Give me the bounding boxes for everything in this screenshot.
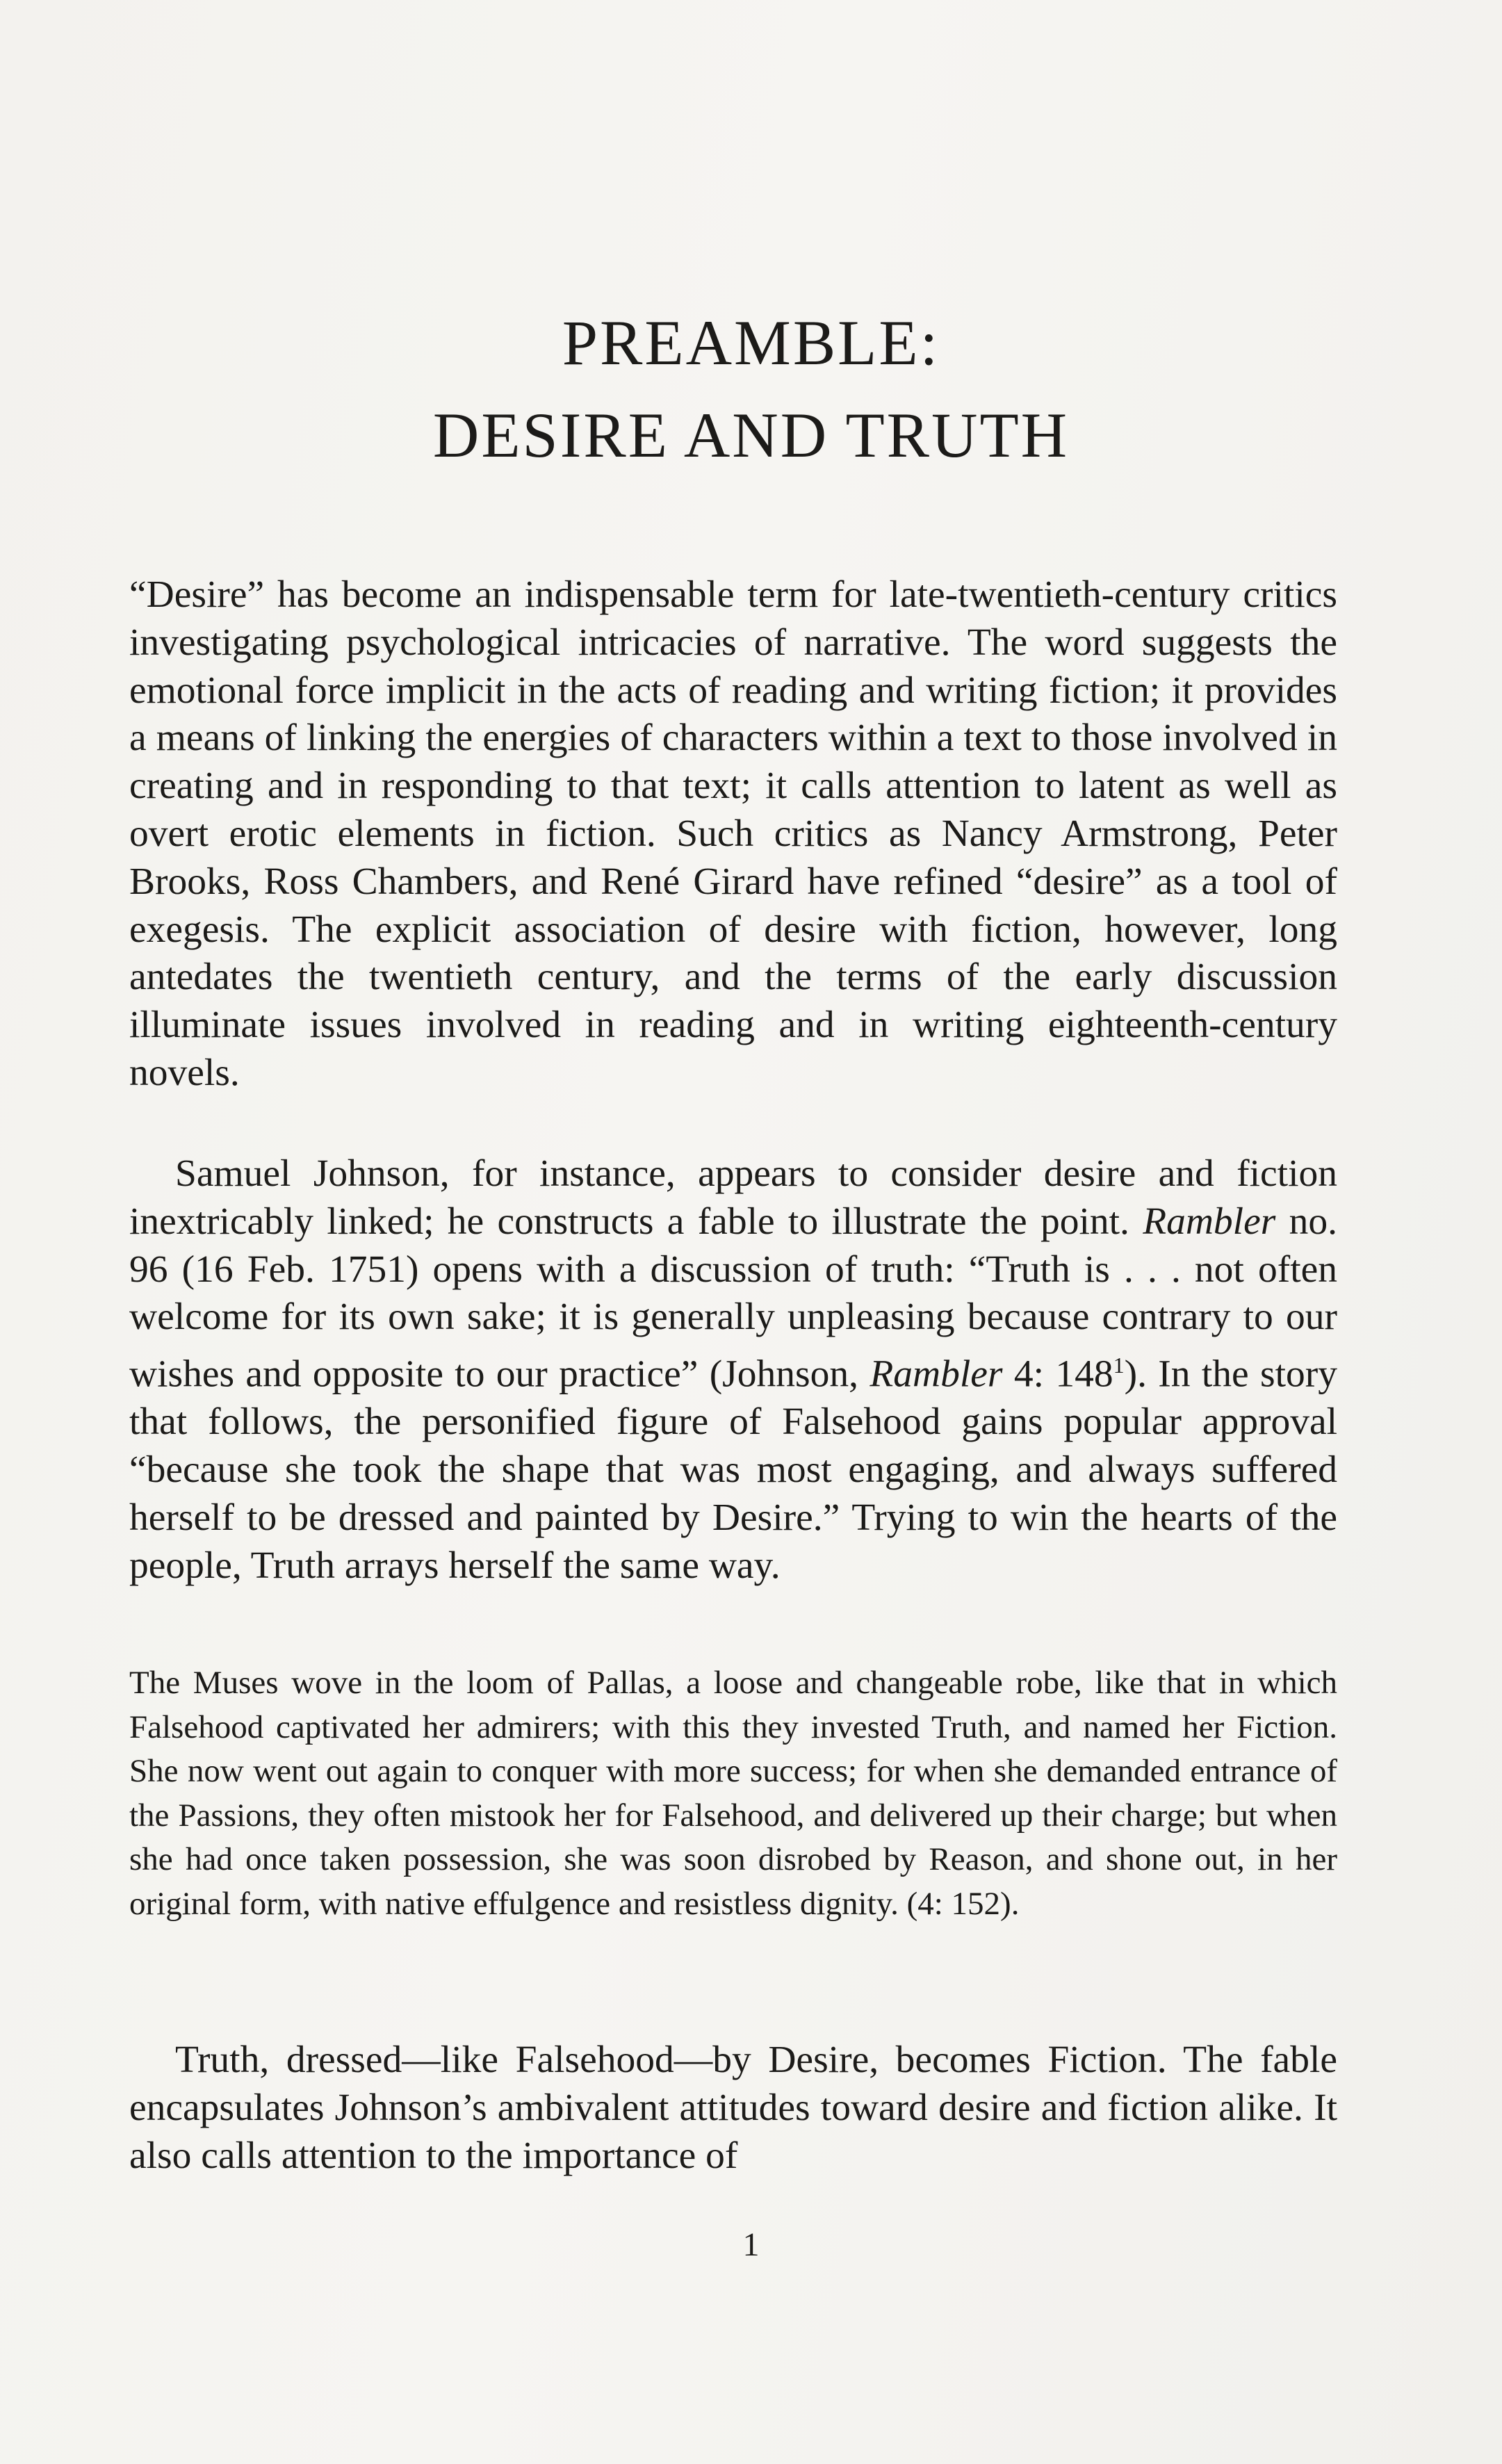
chapter-title-line-1: PREAMBLE:: [562, 307, 940, 378]
rambler-title: Rambler: [1143, 1200, 1276, 1243]
paragraph-2-text-b: no. 96 (16 Feb. 1751) opens with a discussion of truth: “Truth is . . . not often welcome for its own sake; it is generally unpleasing because contrary to our wishes and opposite to our practice” (Johnson,: [129, 1200, 1338, 1396]
paragraph-2-text-d: ). In the story that follows, the personified figure of Falsehood gains popular approval “because she took the shape that was most engaging, and always suffered herself to be dressed and painted by Desire.” Trying to win the hearts of the people, Truth arrays herself the same way.: [129, 1353, 1337, 1587]
page-number: 1: [742, 2226, 760, 2263]
body-paragraph-2: [129, 1150, 1337, 1590]
paragraph-2-text-a: Samuel Johnson, for instance, appears to consider desire and fiction inextricably linked; he constructs a fable to illustrate the point.: [129, 1152, 1337, 1243]
rambler-title-2: Rambler: [870, 1353, 1003, 1396]
chapter-title-line-2: DESIRE AND TRUTH: [432, 400, 1070, 471]
paragraph-2-text-c: 4: 148: [1002, 1353, 1113, 1396]
block-quote: The Muses wove in the loom of Pallas, a loose and changeable robe, like that in which Falsehood captivated her admirers; with this they invested Truth, and named her Fiction. She now went out again to conquer with more success; for when she demanded entrance of the Passions, they often mistook her for Falsehood, and delivered up their charge; but when she had once taken possession, she was soon disrobed by Reason, and shone out, in her original form, with native effulgence and resistless dignity. (4: 152).: [129, 1665, 1337, 1922]
body-paragraph-3: Truth, dressed—like Falsehood—by Desire, becomes Fiction. The fable encapsulates Johnson’s ambivalent attitudes toward desire and fiction alike. It also calls attention to the importance of: [129, 2039, 1337, 2177]
body-paragraph-1: “Desire” has become an indispensable term for late-twentieth-century critics investigating psychological intricacies of narrative. The word suggests the emotional force implicit in the acts of reading and writing fiction; it provides a means of linking the energies of characters within a text to those involved in creating and in responding to that text; it calls attention to latent as well as overt erotic elements in fiction. Such critics as Nancy Armstrong, Peter Brooks, Ross Chambers, and René Girard have refined “desire” as a tool of exegesis. The explicit association of desire with fiction, however, long antedates the twentieth century, and the terms of the early discussion illuminate issues involved in reading and in writing eighteenth-century novels.: [129, 573, 1337, 1094]
footnote-mark: 1: [1113, 1353, 1125, 1378]
